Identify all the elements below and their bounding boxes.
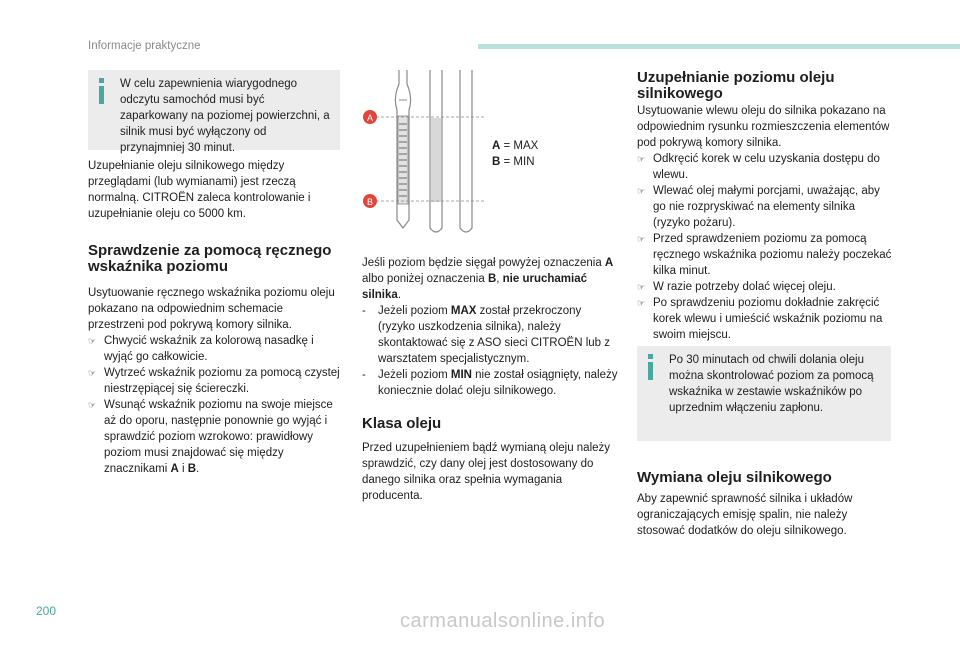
dipstick-paragraph: Usytuowanie ręcznego wskaźnika poziomu oleju pokazano na odpowiednim schemacie przestrzeni pod pokrywą komory silnika. (88, 287, 335, 331)
oil-change-paragraph: Aby zapewnić sprawność silnika i układów ograniczających emisję spalin, nie należy stosować dodatków do oleju silnikowego. (637, 493, 853, 537)
dipstick-plain (460, 70, 472, 232)
list-item: ☞ Wytrzeć wskaźnik poziomu za pomocą czystej niestrzępiącej się ściereczki. (88, 367, 340, 395)
dipstick-detailed (395, 70, 410, 228)
diagram-legend (492, 138, 538, 170)
intro-paragraph: Uzupełnianie oleju silnikowego między przeglądami (lub wymianami) jest rzeczą normalną. CITROËN zaleca kontrolowanie i uzupełnianie oleju co 5000 km. (88, 160, 311, 220)
level-warning (362, 255, 618, 399)
arrow-bullet-icon: ☞ (88, 368, 97, 378)
page-number: 200 (36, 604, 57, 618)
oil-class-paragraph: Przed uzupełnieniem bądź wymianą oleju należy sprawdzić, czy dany olej jest dostosowany do danego silnika oraz spełnia wymagania producenta. (362, 442, 611, 502)
svg-text:A: A (366, 113, 374, 123)
legend-min: B = MIN (492, 156, 535, 168)
level-conditions (362, 303, 618, 399)
watermark: carmanualsonline.info (400, 610, 606, 632)
marker-b (363, 194, 377, 208)
list-item: ☞ Chwycić wskaźnik za kolorową nasadkę i wyjąć go całkowicie. (88, 335, 314, 363)
section-heading-oil-class: Klasa oleju (362, 415, 442, 432)
list-item: ☞ Przed sprawdzeniem poziomu za pomocą ręcznego wskaźnika poziomu należy poczekać kilka minut. (637, 233, 892, 277)
level-paragraph: Jeśli poziom będzie sięgał powyżej oznaczenia A albo poniżej oznaczenia B, nie uruchamiać silnika. (362, 257, 614, 301)
header-accent-bar (478, 44, 960, 49)
marker-a (363, 110, 377, 124)
section-heading-dipstick: Sprawdzenie za pomocą ręcznego wskaźnika poziomu (88, 242, 332, 275)
list-item: ☞ Wlewać olej małymi porcjami, uważając, aby go nie rozpryskiwać na elementy silnika (ryzyko pożaru). (637, 185, 880, 229)
info-icon (647, 354, 655, 380)
list-item: ☞ Odkręcić korek w celu uzyskania dostępu do wlewu. (637, 153, 880, 181)
topping-up-steps (637, 151, 893, 343)
list-item: ☞ Wsunąć wskaźnik poziomu na swoje miejsce aż do oporu, następnie ponownie go wyjąć i sprawdzić poziom wzrokowo: prawidłowy poziom musi znajdować się między znacznikami A i B. (88, 399, 333, 475)
arrow-bullet-icon: ☞ (637, 186, 646, 196)
list-item: ☞ Po sprawdzeniu poziomu dokładnie zakręcić korek wlewu i umieścić wskaźnik poziomu na swoim miejscu. (637, 297, 883, 341)
topping-up-paragraph: Usytuowanie wlewu oleju do silnika pokazano na odpowiednim rysunku rozmieszczenia elementów pod pokrywą komory silnika. (637, 105, 890, 149)
dipstick-steps (88, 333, 340, 477)
list-item: - Jeżeli poziom MAX został przekroczony (ryzyko uszkodzenia silnika), należy skontaktować się z ASO sieci CITROËN lub z warsztatem specjalistycznym. (362, 305, 610, 365)
info-note-2 (637, 346, 891, 441)
list-item: - Jeżeli poziom MIN nie został osiągnięty, należy koniecznie dolać oleju silnikowego. (362, 369, 618, 397)
arrow-bullet-icon: ☞ (88, 400, 97, 410)
dipstick-diagram (360, 70, 490, 240)
arrow-bullet-icon: ☞ (637, 298, 646, 308)
topping-up-instructions (637, 103, 893, 343)
dipstick-level (430, 70, 442, 232)
section-heading-topping-up: Uzupełnianie poziomu oleju silnikowego (637, 69, 835, 102)
dipstick-instructions (88, 285, 340, 477)
arrow-bullet-icon: ☞ (637, 154, 646, 164)
svg-text:B: B (366, 197, 374, 207)
info-icon (98, 78, 106, 104)
section-heading-oil-change: Wymiana oleju silnikowego (637, 469, 832, 486)
arrow-bullet-icon: ☞ (88, 336, 97, 346)
note-text: Po 30 minutach od chwili dolania oleju można skontrolować poziom za pomocą wskaźnika w zestawie wskaźników po uprzednim włączeniu zapłonu. (669, 354, 874, 414)
arrow-bullet-icon: ☞ (637, 234, 646, 244)
legend-max: A = MAX (492, 140, 539, 152)
note-text: W celu zapewnienia wiarygodnego odczytu samochód musi być zaparkowany na poziomej powierzchni, a silnik musi być wyłączony od przynajmniej 30 minut. (120, 78, 330, 154)
info-note (88, 70, 340, 154)
arrow-bullet-icon: ☞ (637, 282, 646, 292)
list-item: ☞ W razie potrzeby dolać więcej oleju. (637, 281, 836, 293)
section-title: Informacje praktyczne (88, 40, 201, 52)
